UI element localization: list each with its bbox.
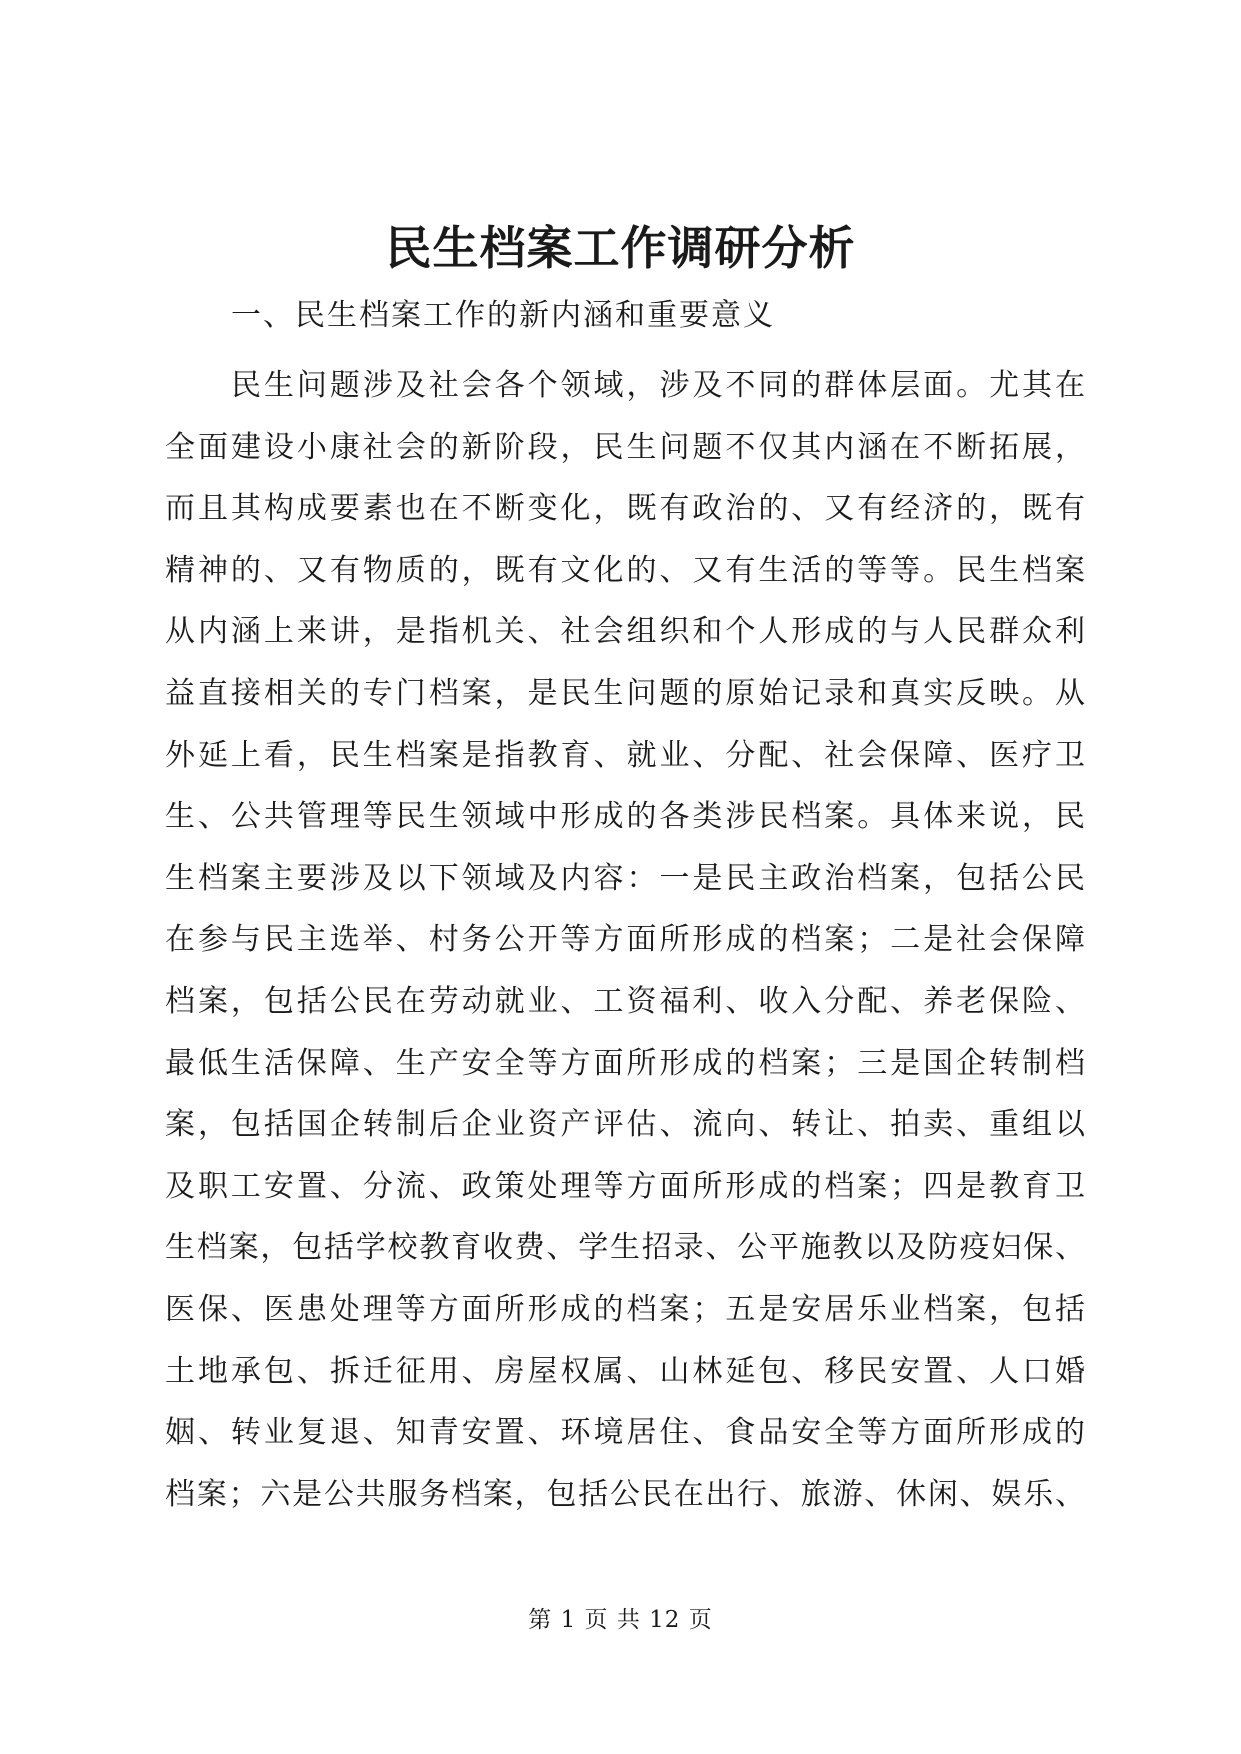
paragraph-line: 档案；六是公共服务档案，包括公民在出行、旅游、休闲、娱乐、 bbox=[165, 1476, 1085, 1512]
section-heading: 一、民生档案工作的新内涵和重要意义 bbox=[231, 298, 775, 333]
paragraph-line: 在参与民主选举、村务公开等方面所形成的档案；二是社会保障 bbox=[165, 922, 1085, 958]
paragraph bbox=[165, 355, 1085, 1525]
paragraph-line: 档案，包括公民在劳动就业、工资福利、收入分配、养老保险、 bbox=[165, 983, 1085, 1019]
page-footer: 第 1 页 共 12 页 bbox=[528, 1607, 713, 1633]
paragraph-line: 而且其构成要素也在不断变化，既有政治的、又有经济的，既有 bbox=[165, 491, 1085, 527]
paragraph-line: 外延上看，民生档案是指教育、就业、分配、社会保障、医疗卫 bbox=[165, 737, 1085, 773]
paragraph-line: 生、公共管理等民生领域中形成的各类涉民档案。具体来说，民 bbox=[165, 799, 1085, 835]
paragraph-line: 土地承包、拆迁征用、房屋权属、山林延包、移民安置、人口婚 bbox=[165, 1353, 1085, 1389]
paragraph-line: 生档案主要涉及以下领域及内容：一是民主政治档案，包括公民 bbox=[165, 860, 1085, 896]
paragraph-line: 最低生活保障、生产安全等方面所形成的档案；三是国企转制档 bbox=[165, 1045, 1085, 1081]
document-title: 民生档案工作调研分析 bbox=[385, 221, 856, 275]
paragraph-line: 民生问题涉及社会各个领域，涉及不同的群体层面。尤其在 bbox=[231, 368, 1085, 403]
paragraph-line: 姻、转业复退、知青安置、环境居住、食品安全等方面所形成的 bbox=[165, 1415, 1085, 1451]
paragraph-line: 医保、医患处理等方面所形成的档案；五是安居乐业档案，包括 bbox=[165, 1291, 1085, 1327]
paragraph-line: 全面建设小康社会的新阶段，民生问题不仅其内涵在不断拓展， bbox=[165, 429, 1085, 465]
paragraph-line: 案，包括国企转制后企业资产评估、流向、转让、拍卖、重组以 bbox=[165, 1107, 1085, 1143]
paragraph-line: 生档案，包括学校教育收费、学生招录、公平施教以及防疫妇保、 bbox=[165, 1230, 1085, 1266]
paragraph-line: 及职工安置、分流、政策处理等方面所形成的档案；四是教育卫 bbox=[165, 1168, 1085, 1204]
paragraph-line: 从内涵上来讲，是指机关、社会组织和个人形成的与人民群众利 bbox=[165, 614, 1085, 650]
paragraph-line: 精神的、又有物质的，既有文化的、又有生活的等等。民生档案 bbox=[165, 552, 1085, 588]
paragraph-line: 益直接相关的专门档案，是民生问题的原始记录和真实反映。从 bbox=[165, 675, 1085, 711]
